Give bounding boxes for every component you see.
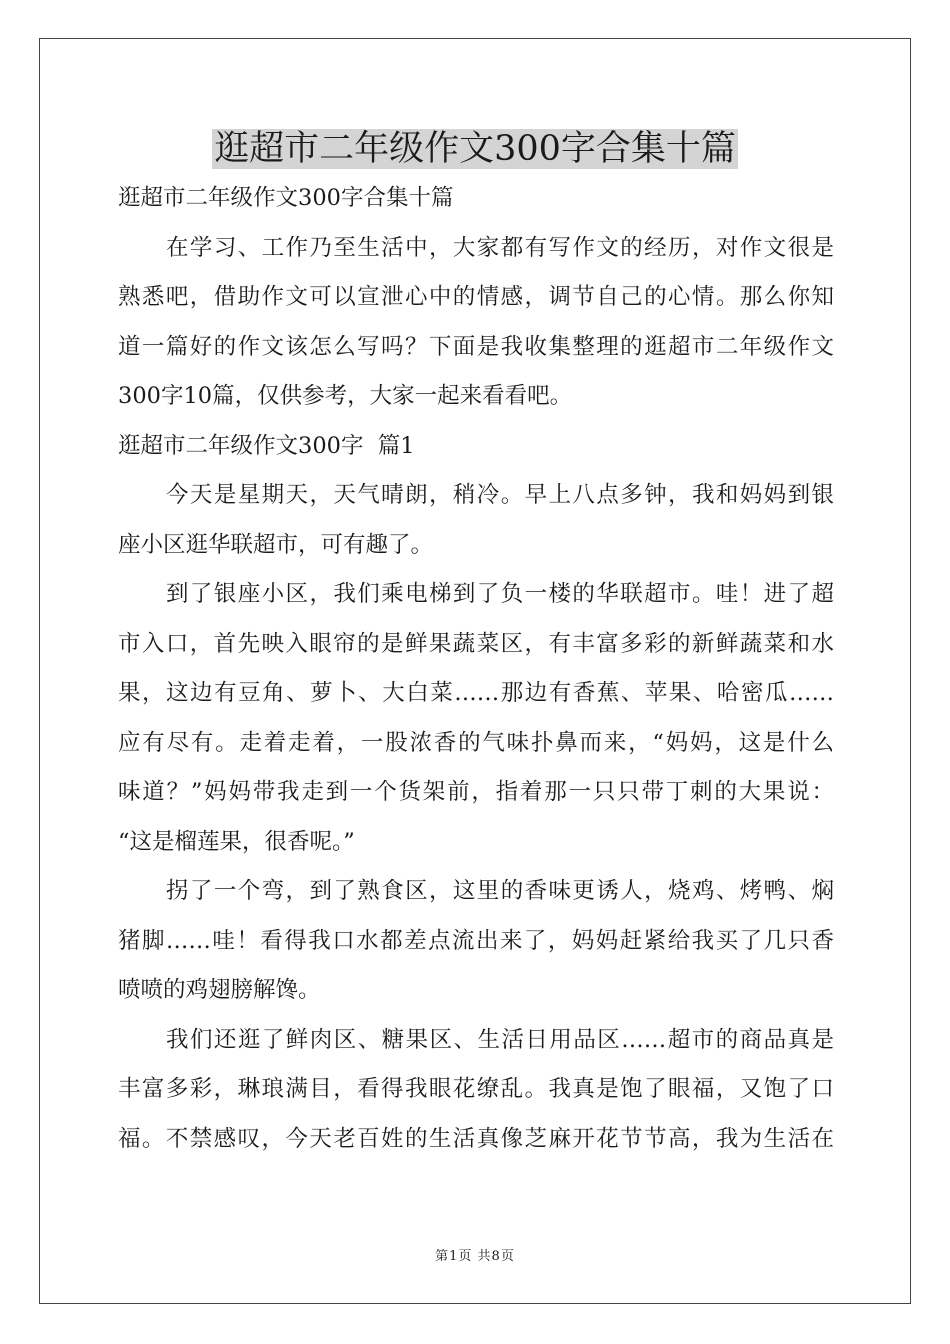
text-line: 到了银座小区，我们乘电梯到了负一楼的华联超市。哇！进了超 [166,581,834,607]
text-line: 我们还逛了鲜肉区、糖果区、生活日用品区……超市的商品真是 [166,1026,834,1053]
paragraph-p3 [118,867,834,1016]
text-line: 熟悉吧，借助作文可以宣泄心中的情感，调节自己的心情。那么你知 [118,284,834,310]
text-line: 在学习、工作乃至生活中，大家都有写作文的经历，对作文很是 [166,234,834,261]
text-line: 应有尽有。走着走着，一股浓香的气味扑鼻而来，“妈妈，这是什么 [118,729,834,756]
text-line: 拐了一个弯，到了熟食区，这里的香味更诱人，烧鸡、烤鸭、焖 [166,878,834,904]
page-footer: 第1页 共8页 [435,1249,515,1264]
text-line: 福。不禁感叹，今天老百姓的生活真像芝麻开花节节高，我为生活在 [118,1125,834,1152]
paragraph-p2 [118,570,834,867]
text-line: 市入口，首先映入眼帘的是鲜果蔬菜区，有丰富多彩的新鲜蔬菜和水 [118,630,834,657]
document-title-text: 逛超市二年级作文300字合集十篇 [214,129,736,169]
text-line: “这是榴莲果，很香呢。” [118,828,355,855]
paragraph-p4 [118,1016,834,1165]
text-line: 果，这边有豆角、萝卜、大白菜……那边有香蕉、苹果、哈密瓜…… [118,680,834,706]
document-title [0,125,950,173]
paragraph-subtitle [118,174,834,224]
text-line: 今天是星期天，天气晴朗，稍冷。早上八点多钟，我和妈妈到银 [166,482,834,508]
text-line: 300字10篇，仅供参考，大家一起来看看吧。 [118,383,573,409]
text-line: 道一篇好的作文该怎么写吗？下面是我收集整理的逛超市二年级作文 [118,333,834,360]
paragraph-p1 [118,471,834,570]
text-line: 逛超市二年级作文300字 篇1 [118,432,415,459]
paragraph-heading-1 [118,422,834,472]
paragraph-intro [118,224,834,422]
document-body [118,174,834,1164]
text-line: 猪脚……哇！看得我口水都差点流出来了，妈妈赶紧给我买了几只香 [118,927,834,954]
text-line: 丰富多彩，琳琅满目，看得我眼花缭乱。我真是饱了眼福，又饱了口 [118,1076,834,1102]
text-line: 喷喷的鸡翅膀解馋。 [118,977,321,1003]
text-line: 座小区逛华联超市，可有趣了。 [118,531,434,558]
text-line: 逛超市二年级作文300字合集十篇 [118,185,454,211]
text-line: 味道？”妈妈带我走到一个货架前，指着那一只只带丁刺的大果说： [118,779,834,805]
